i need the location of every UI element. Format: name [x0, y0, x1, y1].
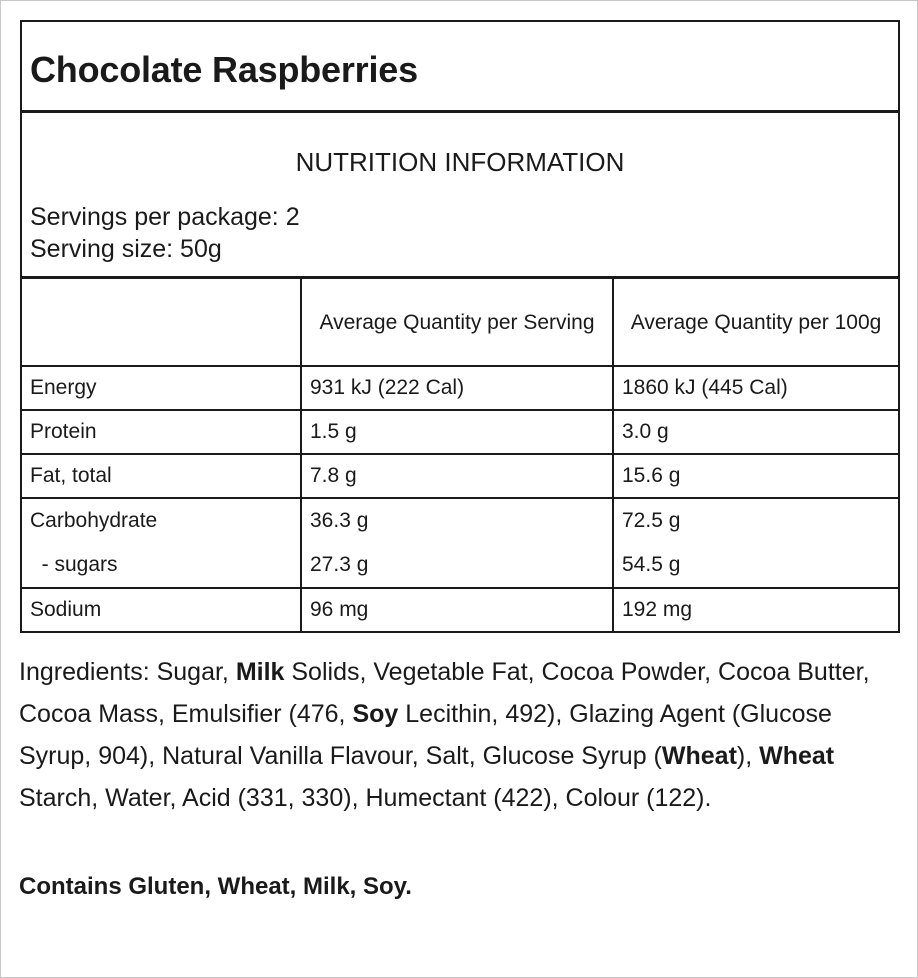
ingredients-segment: Solids, Vegetable Fat, Cocoa Powder, Cocoa Butter, Cocoa Mass, Emulsifier (476,	[19, 658, 870, 728]
sugars-label: - sugars	[30, 553, 118, 576]
sugars-per-serving: 27.3 g	[310, 553, 369, 576]
carbohydrate-per-100g: 72.5 g	[622, 509, 681, 532]
nutrition-table	[22, 279, 898, 631]
column-header-per-100g: Average Quantity per 100g	[613, 279, 898, 366]
per-100g-value	[613, 498, 898, 588]
table-row	[22, 454, 898, 498]
carbohydrate-label: Carbohydrate	[30, 509, 158, 532]
table-row	[22, 498, 898, 588]
per-100g-value: 1860 kJ (445 Cal)	[613, 366, 898, 410]
per-serving-value	[301, 498, 613, 588]
nutrient-label: Energy	[22, 366, 301, 410]
servings-info	[30, 201, 300, 265]
table-row	[22, 410, 898, 454]
per-serving-value: 931 kJ (222 Cal)	[301, 366, 613, 410]
column-header-per-serving: Average Quantity per Serving	[301, 279, 613, 366]
title-box	[22, 22, 898, 113]
servings-per-package: Servings per package: 2	[30, 203, 300, 231]
allergen-highlight: Wheat	[759, 742, 835, 770]
product-title: Chocolate Raspberries	[30, 49, 418, 90]
ingredients-segment: ),	[736, 742, 760, 770]
allergen-highlight: Milk	[235, 658, 285, 686]
nutrient-label: Sodium	[22, 588, 301, 631]
ingredients-segment: Ingredients: Sugar,	[19, 658, 236, 686]
per-serving-value: 7.8 g	[301, 454, 613, 498]
table-header-row	[22, 279, 898, 366]
per-serving-value: 1.5 g	[301, 410, 613, 454]
table-row	[22, 588, 898, 631]
nutrition-panel	[20, 20, 900, 633]
nutrient-label: Protein	[22, 410, 301, 454]
per-100g-value: 3.0 g	[613, 410, 898, 454]
sugars-per-100g: 54.5 g	[622, 553, 681, 576]
carbohydrate-per-serving: 36.3 g	[310, 509, 369, 532]
per-100g-value: 192 mg	[613, 588, 898, 631]
ingredients-segment: Lecithin, 492), Glazing Agent (Glucose Syrup, 904), Natural Vanilla Flavour, Salt, Glucose Syrup (	[19, 700, 832, 770]
nutrition-info-box	[22, 113, 898, 279]
nutrient-label: Fat, total	[22, 454, 301, 498]
per-100g-value: 15.6 g	[613, 454, 898, 498]
per-serving-value: 96 mg	[301, 588, 613, 631]
table-row	[22, 366, 898, 410]
ingredients-segment: Starch, Water, Acid (331, 330), Humectant (422), Colour (122).	[19, 784, 712, 812]
nutrition-heading: NUTRITION INFORMATION	[295, 147, 625, 177]
allergen-statement: Contains Gluten, Wheat, Milk, Soy.	[19, 873, 412, 900]
nutrient-label	[22, 498, 301, 588]
allergen-highlight: Wheat	[661, 742, 737, 770]
ingredients-text	[19, 651, 899, 819]
column-header-nutrient	[22, 279, 301, 366]
allergen-highlight: Soy	[352, 700, 399, 728]
serving-size: Serving size: 50g	[30, 235, 222, 263]
